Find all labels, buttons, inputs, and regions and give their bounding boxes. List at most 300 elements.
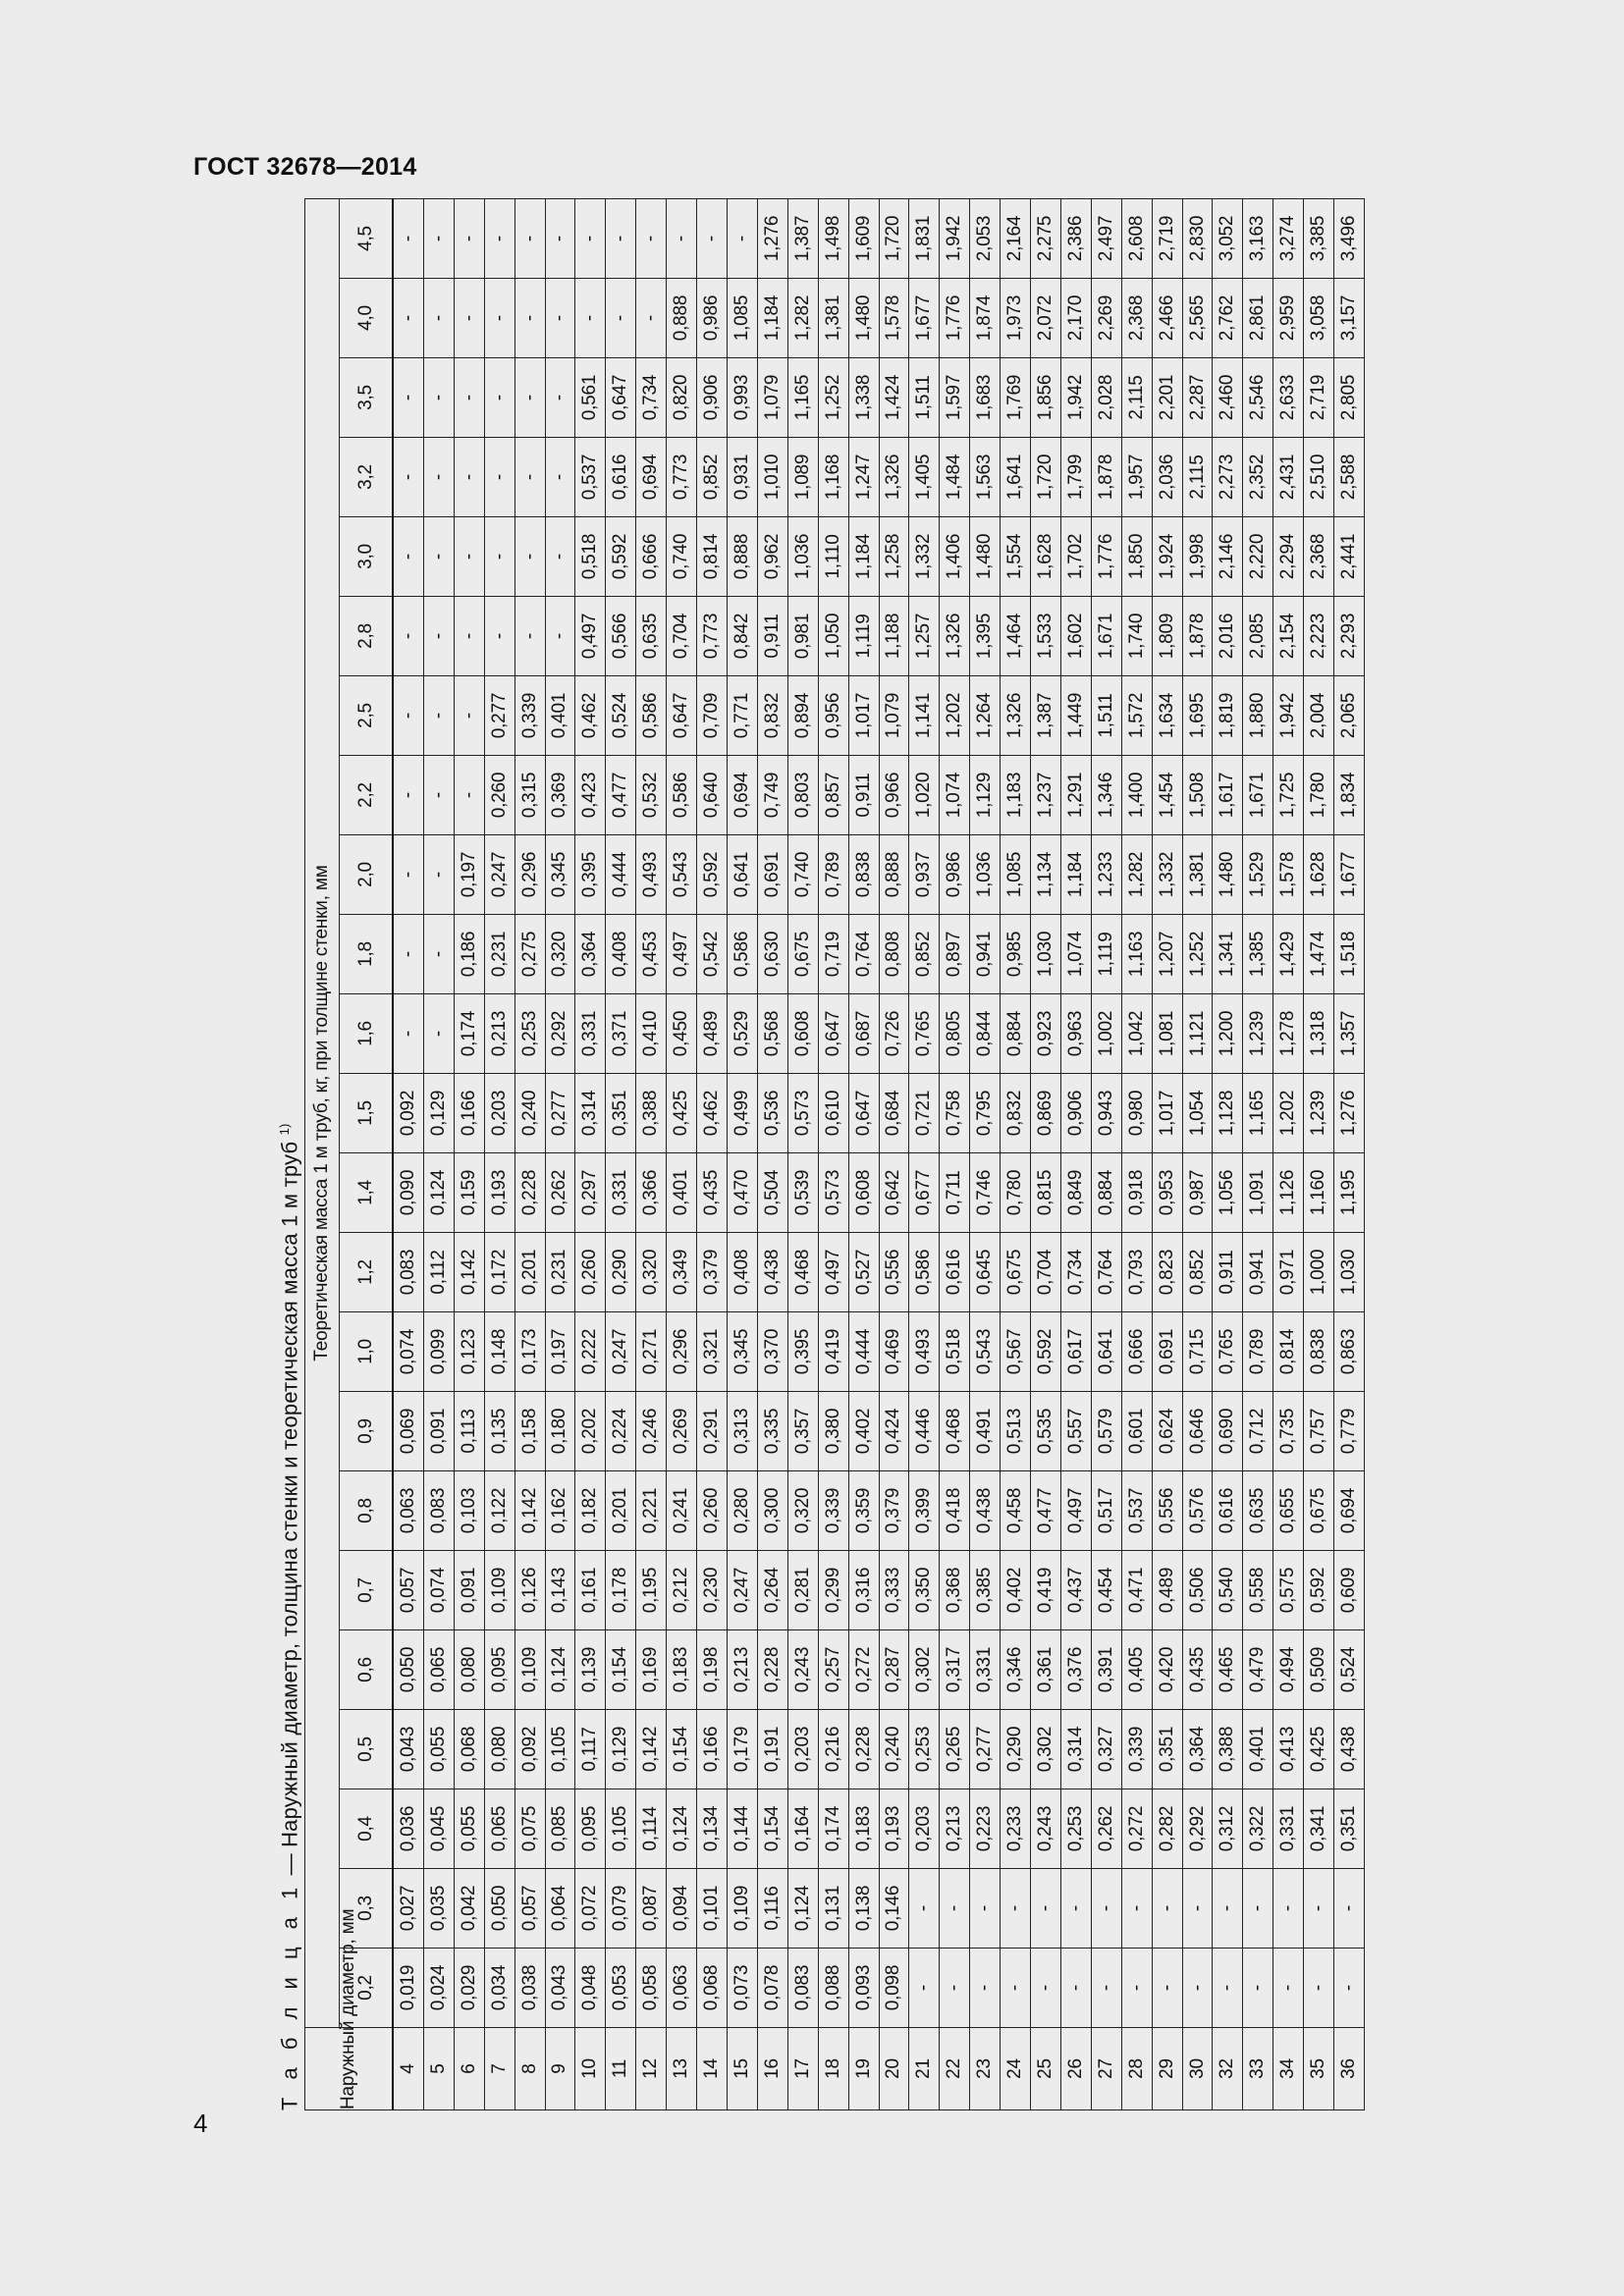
mass-cell: 0,253 [1060,1789,1091,1869]
mass-cell: 2,510 [1304,438,1334,517]
mass-cell: 0,803 [787,756,818,835]
mass-cell: 0,161 [575,1551,606,1630]
table-row [606,199,636,2110]
diameter-cell: 24 [1001,2028,1031,2110]
mass-cell: 0,446 [909,1392,940,1471]
mass-cell: 0,575 [1273,1551,1304,1630]
diameter-cell: 20 [879,2028,909,2110]
mass-cell: 0,937 [909,835,940,915]
table-row [1243,199,1273,2110]
mass-cell: 1,247 [848,438,879,517]
mass-cell: 0,093 [848,1949,879,2028]
mass-cell: 0,142 [514,1471,545,1551]
mass-cell: 1,291 [1060,756,1091,835]
mass-cell: 0,780 [1001,1153,1031,1233]
mass-cell: 0,320 [787,1471,818,1551]
mass-cell: 0,537 [575,438,606,517]
mass-cell: 0,035 [423,1869,454,1949]
mass-cell: 0,413 [1273,1710,1304,1789]
mass-cell: 1,202 [940,676,970,756]
mass-cell: 0,616 [940,1233,970,1312]
mass-cell: 0,586 [636,676,667,756]
mass-cell: 0,539 [787,1153,818,1233]
mass-cell: 0,109 [514,1630,545,1710]
mass-cell: 1,020 [909,756,940,835]
mass-cell: 1,128 [1213,1074,1243,1153]
mass-cell: 0,814 [1273,1312,1304,1392]
mass-cell: 0,401 [545,676,575,756]
mass-cell: 0,034 [484,1949,514,2028]
mass-cell: 0,493 [636,835,667,915]
mass-cell: 0,450 [667,994,697,1074]
mass-cell: 0,635 [636,597,667,676]
mass-cell: 0,401 [1243,1710,1273,1789]
mass-cell: 0,162 [545,1471,575,1551]
mass-cell: 1,000 [1304,1233,1334,1312]
mass-cell: 2,588 [1334,438,1365,517]
mass-cell: 0,091 [454,1551,484,1630]
mass-cell: 0,888 [667,279,697,358]
mass-cell: - [1060,1869,1091,1949]
mass-cell: 0,053 [606,1949,636,2028]
mass-cell: 0,074 [393,1312,423,1392]
table-row [1334,199,1365,2110]
mass-cell: 0,290 [606,1233,636,1312]
diameter-cell: 26 [1060,2028,1091,2110]
mass-cell: - [909,1949,940,2028]
mass-cell: 0,142 [454,1233,484,1312]
mass-cell: 2,065 [1334,676,1365,756]
mass-cell: 0,333 [879,1551,909,1630]
mass-cell: 0,109 [727,1869,757,1949]
mass-cell: 1,480 [970,517,1001,597]
mass-cell: 1,056 [1213,1153,1243,1233]
mass-cell: 0,124 [787,1869,818,1949]
diameter-cell: 7 [484,2028,514,2110]
mass-cell: 1,511 [909,358,940,438]
mass-cell: 0,408 [606,915,636,994]
mass-cell: 0,280 [727,1471,757,1551]
mass-cell: 0,986 [940,835,970,915]
mass-cell: - [484,358,514,438]
mass-cell: 0,320 [545,915,575,994]
mass-cell: 0,272 [848,1630,879,1710]
mass-cell: 0,740 [667,517,697,597]
mass-cell: 0,963 [1060,994,1091,1074]
mass-cell: - [393,199,423,279]
mass-cell: 0,313 [727,1392,757,1471]
mass-cell: - [484,199,514,279]
mass-cell: 0,497 [575,597,606,676]
mass-cell: 0,527 [848,1233,879,1312]
mass-cell: 0,079 [606,1869,636,1949]
mass-cell: 0,857 [818,756,848,835]
mass-cell: 1,597 [940,358,970,438]
diameter-cell: 28 [1121,2028,1152,2110]
diameter-cell: 18 [818,2028,848,2110]
mass-cell: 1,874 [970,279,1001,358]
mass-cell: 2,368 [1304,517,1334,597]
mass-cell: 1,702 [1060,517,1091,597]
mass-cell: 0,410 [636,994,667,1074]
mass-cell: 0,064 [545,1869,575,1949]
mass-cell: 0,240 [879,1710,909,1789]
mass-cell: 0,711 [940,1153,970,1233]
mass-cell: 3,496 [1334,199,1365,279]
mass-cell: 1,089 [787,438,818,517]
mass-cell: 0,852 [909,915,940,994]
table-row [1273,199,1304,2110]
mass-cell: 1,776 [1091,517,1121,597]
header-thickness: 1,5 [340,1074,394,1153]
mass-cell: 1,799 [1060,438,1091,517]
mass-cell: 2,861 [1243,279,1273,358]
mass-cell: 0,852 [1182,1233,1213,1312]
mass-cell: 0,641 [1091,1312,1121,1392]
mass-cell: 0,265 [940,1710,970,1789]
mass-cell: 0,027 [393,1869,423,1949]
mass-cell: 1,563 [970,438,1001,517]
mass-cell: 0,423 [575,756,606,835]
mass-cell: 0,201 [514,1233,545,1312]
mass-cell: 0,477 [606,756,636,835]
mass-cell: 1,318 [1304,994,1334,1074]
mass-cell: 0,918 [1121,1153,1152,1233]
table-row [1001,199,1031,2110]
mass-cell: 0,180 [545,1392,575,1471]
mass-cell: 0,193 [484,1153,514,1233]
mass-cell: 0,143 [545,1551,575,1630]
mass-cell: 1,406 [940,517,970,597]
mass-cell: 0,257 [818,1630,848,1710]
mass-cell: 0,471 [1121,1551,1152,1630]
mass-cell: - [1060,1949,1091,2028]
mass-cell: 1,036 [787,517,818,597]
mass-cell: 1,578 [879,279,909,358]
mass-cell: 0,438 [970,1471,1001,1551]
mass-cell: 0,351 [1152,1710,1182,1789]
mass-cell: 0,029 [454,1949,484,2028]
mass-cell: - [454,279,484,358]
mass-cell: 0,065 [484,1789,514,1869]
mass-cell: 0,402 [848,1392,879,1471]
mass-cell: 1,725 [1273,756,1304,835]
mass-cell: 2,565 [1182,279,1213,358]
mass-cell: 0,911 [848,756,879,835]
table-row [1060,199,1091,2110]
mass-cell: 0,385 [970,1551,1001,1630]
mass-cell: 0,146 [879,1869,909,1949]
mass-cell: 0,888 [879,835,909,915]
mass-cell: 0,494 [1273,1630,1304,1710]
mass-cell: 0,402 [1001,1551,1031,1630]
table-row [727,199,757,2110]
mass-cell: 0,174 [818,1789,848,1869]
table-row [1121,199,1152,2110]
mass-cell: 0,321 [697,1312,728,1392]
mass-cell: - [1273,1869,1304,1949]
mass-cell: 0,971 [1273,1233,1304,1312]
header-mass-group: Теоретическая масса 1 м труб, кг, при толщине стенки, мм [305,199,340,2028]
mass-cell: 0,691 [1152,1312,1182,1392]
mass-cell: 0,098 [879,1949,909,2028]
mass-cell: 1,357 [1334,994,1365,1074]
mass-cell: 0,592 [606,517,636,597]
mass-cell: 0,331 [970,1630,1001,1710]
mass-cell: 0,154 [667,1710,697,1789]
mass-cell: 1,480 [1213,835,1243,915]
mass-cell: 0,369 [545,756,575,835]
mass-cell: 1,134 [1031,835,1061,915]
mass-cell: 0,322 [1243,1789,1273,1869]
mass-cell: - [545,279,575,358]
mass-cell: 0,556 [879,1233,909,1312]
mass-cell: 2,164 [1001,199,1031,279]
mass-cell: - [1031,1949,1061,2028]
mass-cell: 0,057 [393,1551,423,1630]
header-thickness: 2,2 [340,756,394,835]
mass-cell: - [393,279,423,358]
mass-cell: 0,117 [575,1710,606,1789]
mass-cell: - [454,517,484,597]
mass-cell: 1,498 [818,199,848,279]
mass-cell: 1,183 [1001,756,1031,835]
mass-cell: 0,228 [514,1153,545,1233]
table-row [757,199,787,2110]
mass-cell: 0,247 [727,1551,757,1630]
mass-cell: 0,491 [970,1392,1001,1471]
mass-cell: 0,291 [697,1392,728,1471]
mass-cell: 1,809 [1152,597,1182,676]
mass-cell: 1,385 [1243,915,1273,994]
mass-cell: 0,341 [1304,1789,1334,1869]
mass-cell: 0,805 [940,994,970,1074]
mass-cell: 0,911 [757,597,787,676]
mass-cell: 0,586 [727,915,757,994]
mass-cell: 0,073 [727,1949,757,2028]
mass-cell: 0,469 [879,1312,909,1392]
table-row [1182,199,1213,2110]
mass-cell: 0,327 [1091,1710,1121,1789]
mass-cell: 1,184 [757,279,787,358]
mass-cell: 0,069 [393,1392,423,1471]
mass-cell: 0,370 [757,1312,787,1392]
mass-cell: 0,444 [848,1312,879,1392]
table-row [818,199,848,2110]
mass-cell: 1,387 [787,199,818,279]
mass-cell: 0,419 [818,1312,848,1392]
mass-cell: - [545,517,575,597]
mass-cell: 0,592 [697,835,728,915]
mass-cell: 1,050 [818,597,848,676]
table-caption [265,198,304,2110]
mass-cell: 0,684 [879,1074,909,1153]
mass-cell: 0,292 [545,994,575,1074]
mass-cell: 1,677 [1334,835,1365,915]
mass-cell: 1,474 [1304,915,1334,994]
mass-cell: 0,101 [697,1869,728,1949]
mass-cell: 0,197 [454,835,484,915]
mass-cell: 0,264 [757,1551,787,1630]
mass-cell: 0,366 [636,1153,667,1233]
mass-cell: - [393,994,423,1074]
mass-cell: 0,694 [1334,1471,1365,1551]
mass-cell: 0,019 [393,1949,423,2028]
mass-cell: 0,647 [818,994,848,1074]
mass-cell: 1,079 [757,358,787,438]
mass-cell: 0,260 [575,1233,606,1312]
mass-cell: 1,126 [1273,1153,1304,1233]
mass-cell: - [393,438,423,517]
mass-cell: 1,264 [970,676,1001,756]
mass-cell: - [393,597,423,676]
header-thickness: 0,4 [340,1789,394,1869]
mass-cell: 2,719 [1152,199,1182,279]
mass-cell: 0,198 [697,1630,728,1710]
mass-cell: 0,497 [1060,1471,1091,1551]
diameter-cell: 14 [697,2028,728,2110]
mass-cell: 0,094 [667,1869,697,1949]
mass-cell: 1,602 [1060,597,1091,676]
mass-cell: 1,017 [848,676,879,756]
mass-cell: 0,055 [454,1789,484,1869]
mass-cell: 1,554 [1001,517,1031,597]
mass-cell: 0,395 [575,835,606,915]
mass-cell: 2,386 [1060,199,1091,279]
mass-cell: 0,524 [1334,1630,1365,1710]
mass-cell: - [454,676,484,756]
mass-cell: 0,438 [757,1233,787,1312]
mass-cell: 0,789 [1243,1312,1273,1392]
mass-cell: 0,166 [454,1074,484,1153]
mass-cell: 0,202 [575,1392,606,1471]
mass-cell: - [514,358,545,438]
mass-cell: 0,253 [514,994,545,1074]
mass-cell: 0,302 [1031,1710,1061,1789]
mass-cell: 2,352 [1243,438,1273,517]
mass-cell: 1,332 [1152,835,1182,915]
mass-cell: 0,719 [818,915,848,994]
mass-cell: 0,271 [636,1312,667,1392]
diameter-cell: 19 [848,2028,879,2110]
mass-cell: 0,231 [484,915,514,994]
mass-cell: 3,052 [1213,199,1243,279]
mass-cell: 1,184 [1060,835,1091,915]
diameter-cell: 33 [1243,2028,1273,2110]
mass-cell: 0,399 [909,1471,940,1551]
mass-cell: 0,122 [484,1471,514,1551]
mass-cell: 0,923 [1031,994,1061,1074]
header-thickness: 0,3 [340,1869,394,1949]
mass-cell: 0,148 [484,1312,514,1392]
mass-cell: 0,735 [1273,1392,1304,1471]
diameter-cell: 15 [727,2028,757,2110]
mass-cell: 3,274 [1273,199,1304,279]
mass-cell: 0,154 [757,1789,787,1869]
mass-cell: 0,556 [1152,1471,1182,1551]
mass-cell: 2,146 [1213,517,1243,597]
mass-cell: 0,183 [667,1630,697,1710]
mass-cell: 0,281 [787,1551,818,1630]
mass-cell: 0,962 [757,517,787,597]
mass-cell: 0,640 [697,756,728,835]
mass-cell: - [1001,1949,1031,2028]
mass-cell: 0,542 [697,915,728,994]
mass-cell: - [1091,1869,1121,1949]
mass-cell: 2,460 [1213,358,1243,438]
header-thickness: 1,0 [340,1312,394,1392]
mass-cell: 0,300 [757,1471,787,1551]
mass-cell: 1,831 [909,199,940,279]
mass-cell: 1,529 [1243,835,1273,915]
mass-cell: - [484,597,514,676]
header-thickness: 2,5 [340,676,394,756]
mass-cell: 0,814 [697,517,728,597]
mass-cell: 0,169 [636,1630,667,1710]
mass-cell: 0,368 [940,1551,970,1630]
mass-cell: 0,489 [697,994,728,1074]
mass-cell: 1,880 [1243,676,1273,756]
mass-cell: 1,484 [940,438,970,517]
mass-cell: 0,124 [423,1153,454,1233]
mass-cell: 0,586 [909,1233,940,1312]
mass-cell: 0,956 [818,676,848,756]
mass-cell: 0,345 [545,835,575,915]
mass-cell: 0,359 [848,1471,879,1551]
mass-cell: 0,361 [1031,1630,1061,1710]
mass-cell: 0,746 [970,1153,1001,1233]
mass-cell: 0,228 [848,1710,879,1789]
diameter-cell: 29 [1152,2028,1182,2110]
mass-cell: - [1152,1869,1182,1949]
mass-cell: 0,213 [484,994,514,1074]
mass-cell: 1,110 [818,517,848,597]
header-thickness: 1,2 [340,1233,394,1312]
mass-cell: 0,042 [454,1869,484,1949]
mass-cell: 0,568 [757,994,787,1074]
mass-cell: - [1334,1949,1365,2028]
mass-cell: 0,677 [909,1153,940,1233]
caption-footnote: 1) [277,1123,292,1136]
mass-cell: 2,016 [1213,597,1243,676]
mass-cell: 0,980 [1121,1074,1152,1153]
mass-cell: 1,634 [1152,676,1182,756]
mass-cell: 0,201 [606,1471,636,1551]
mass-cell: 0,771 [727,676,757,756]
diameter-cell: 17 [787,2028,818,2110]
mass-cell: 1,079 [879,676,909,756]
mass-cell: 1,776 [940,279,970,358]
mass-cell: 1,780 [1304,756,1334,835]
mass-cell: - [1273,1949,1304,2028]
rotated-table-block [265,198,1360,2110]
mass-cell: 0,425 [667,1074,697,1153]
mass-cell: 0,943 [1091,1074,1121,1153]
mass-cell: 0,287 [879,1630,909,1710]
mass-cell: - [484,517,514,597]
mass-cell: 0,088 [818,1949,848,2028]
mass-cell: 0,624 [1152,1392,1182,1471]
mass-cell: 0,401 [667,1153,697,1233]
mass-cell: 0,223 [970,1789,1001,1869]
mass-cell: 0,884 [1091,1153,1121,1233]
diameter-cell: 25 [1031,2028,1061,2110]
mass-cell: - [636,279,667,358]
mass-cell: 0,379 [879,1471,909,1551]
table-row [787,199,818,2110]
mass-cell: 0,506 [1182,1551,1213,1630]
diameter-cell: 5 [423,2028,454,2110]
